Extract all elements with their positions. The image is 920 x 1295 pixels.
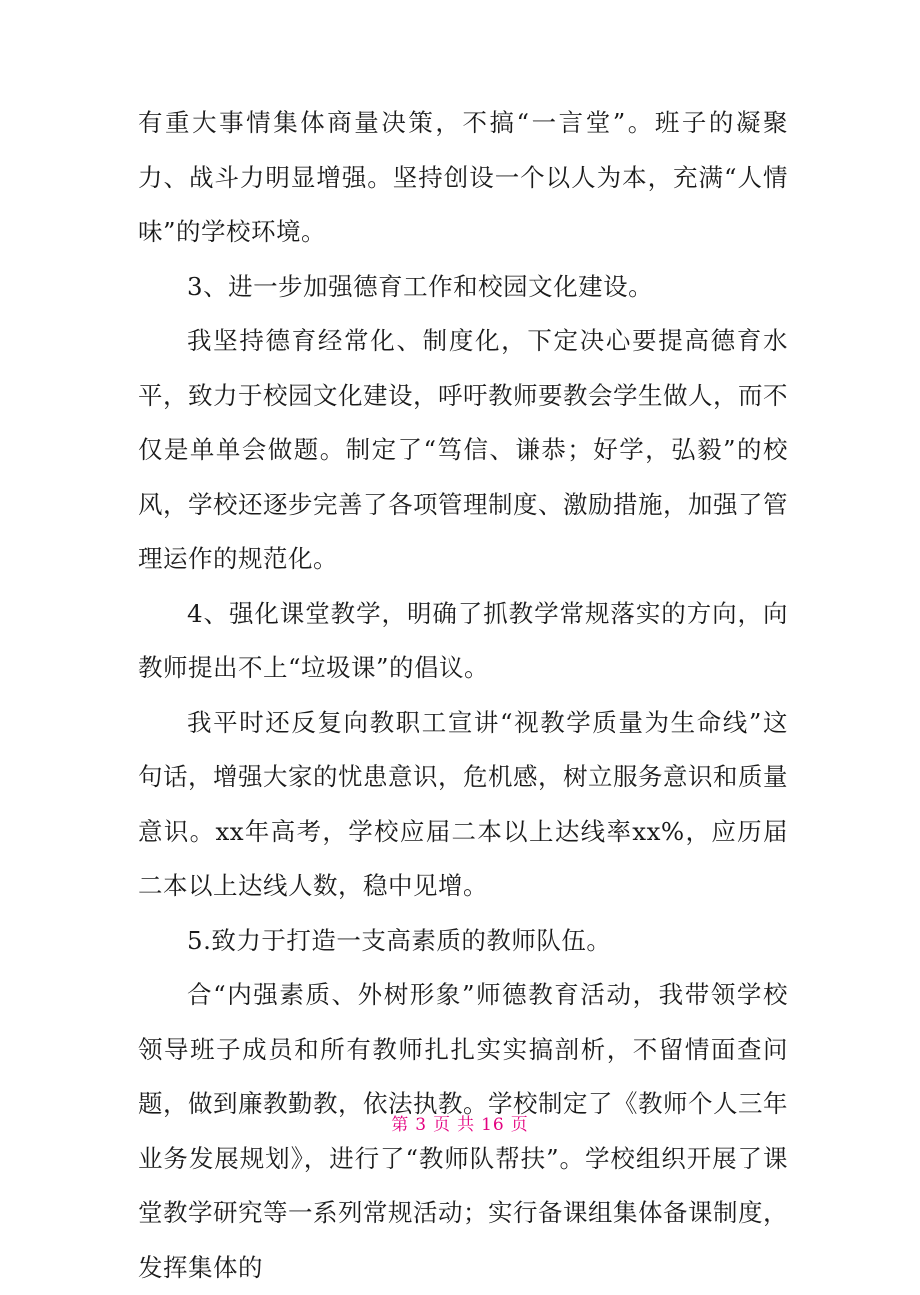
footer-current-page: 3 [415, 1115, 428, 1135]
paragraph-1: 有重大事情集体商量决策，不搞“一言堂”。班子的凝聚力、战斗力明显增强。坚持创设一个以人为本，充满“人情味”的学校环境。 [138, 108, 788, 246]
paragraph-4-heading: 4、强化课堂教学，明确了抓教学常规落实的方向，向教师提出不上“垃圾课”的倡议。 [138, 598, 788, 682]
paragraph-3: 我坚持德育经常化、制度化，下定决心要提高德育水平，致力于校园文化建设，呼吁教师要教会学生做人，而不仅是单单会做题。制定了“笃信、谦恭；好学，弘毅”的校风，学校还逐步完善了各项管理制度、激励措施，加强了管理运作的规范化。 [138, 326, 788, 573]
footer-prefix: 第 [391, 1115, 410, 1135]
paragraph-7: 合“内强素质、外树形象”师德教育活动，我带领学校领导班子成员和所有教师扎扎实实搞剖析，不留情面查问题，做到廉教勤教，依法执教。学校制定了《教师个人三年业务发展规划》，进行了“教师队帮扶”。学校组织开展了课堂教学研究等一系列常规活动；实行备课组集体备课制度，发挥集体的 [138, 980, 788, 1282]
footer-total-unit: 页 [510, 1115, 529, 1135]
paragraph-6-heading: 5.致力于打造一支高素质的教师队伍。 [187, 925, 612, 955]
page-footer [0, 1110, 920, 1135]
paragraph-2-heading: 3、进一步加强德育工作和校园文化建设。 [187, 271, 654, 301]
footer-total-pages: 16 [481, 1115, 505, 1135]
paragraph-5: 我平时还反复向教职工宣讲“视教学质量为生命线”这句话，增强大家的忧患意识，危机感，树立服务意识和质量意识。xx年高考，学校应届二本以上达线率xx%，应历届二本以上达线人数，稳中见增。 [138, 707, 788, 900]
footer-total-prefix: 共 [457, 1115, 476, 1135]
footer-page-unit: 页 [433, 1115, 452, 1135]
